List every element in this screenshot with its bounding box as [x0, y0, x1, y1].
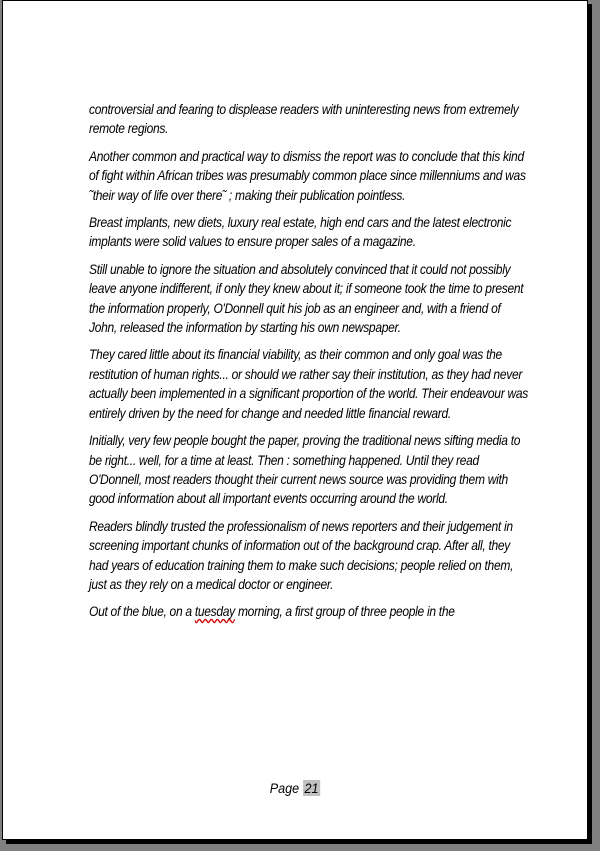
paragraph-last — [89, 602, 529, 621]
body-text — [89, 100, 529, 630]
page-number[interactable]: 21 — [304, 780, 319, 796]
document-page — [2, 0, 588, 840]
paragraph: controversial and fearing to displease readers with uninteresting news from extremely remote regions. — [89, 101, 519, 137]
paragraph: Another common and practical way to dismiss the report was to conclude that this kind of fight within African tribes was presumably common place since millenniums and was ˜their way of life over there˜ ; making their publication pointless. — [89, 147, 526, 203]
page-footer — [32, 780, 558, 796]
paragraph-text-before: Out of the blue, on a — [89, 603, 195, 620]
paragraph: Still unable to ignore the situation and absolutely convinced that it could not possibly leave anyone indifferent, if only they knew about it; if someone took the time to present the information properly, O'Donnell quit his job as an engineer and, with a friend of John, released the information by starting his own newspaper. — [89, 260, 524, 336]
paragraph-text-after: morning, a first group of three people in the — [234, 603, 455, 620]
page-label: Page — [269, 780, 303, 796]
paragraph: They cared little about its financial viability, as their common and only goal was the restitution of human rights... or should we rather say their institution, as they had never actually been implemented in a significant proportion of the world. Their endeavour was entirely driven by the need for change and needed little financial reward. — [89, 346, 528, 421]
misspelled-word[interactable]: tuesday — [194, 603, 235, 620]
paragraph: Initially, very few people bought the paper, proving the traditional news sifting media to be right... well, for a time at least. Then : something happened. Until they read O'Donnell, most readers thought their current news source was providing them with good information about all important events occurring around the world. — [89, 432, 521, 507]
paragraph: Readers blindly trusted the professionalism of news reporters and their judgement in screening important chunks of information out of the background crap. After all, they had years of education training them to make such decisions; people relied on them, just as they rely on a medical doctor or engineer. — [89, 517, 514, 592]
paragraph: Breast implants, new diets, luxury real estate, high end cars and the latest electronic implants were solid values to ensure proper sales of a magazine. — [89, 214, 512, 250]
